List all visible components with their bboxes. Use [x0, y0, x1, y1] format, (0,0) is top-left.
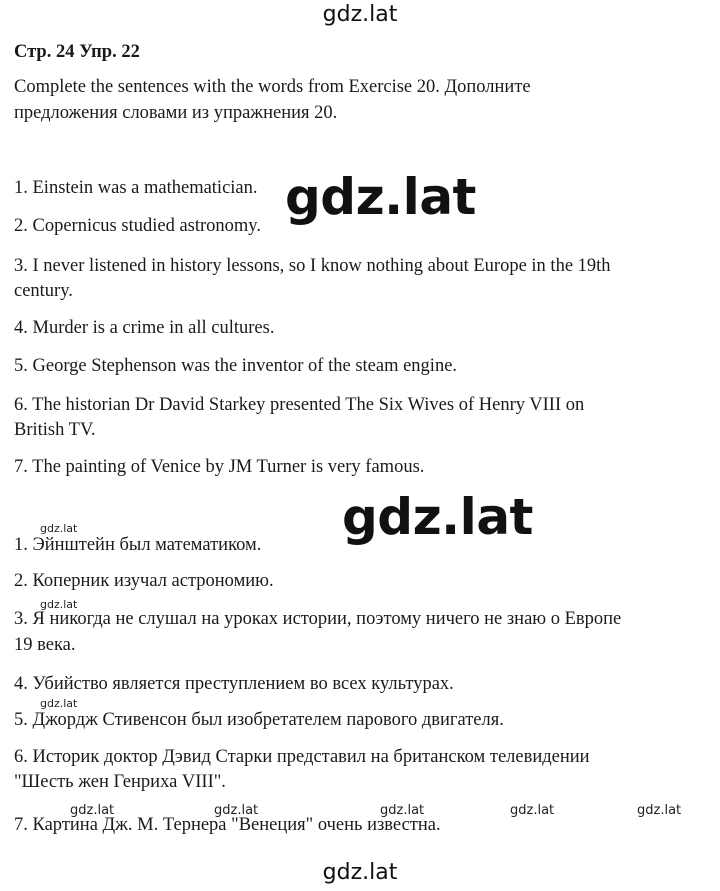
watermark-small: gdz.lat: [510, 803, 555, 818]
english-answer-6: 6. The historian Dr David Starkey presented The Six Wives of Henry VIII on: [14, 395, 585, 415]
english-answer-2: 2. Copernicus studied astronomy.: [14, 216, 261, 236]
russian-answer-3: 3. Я никогда не слушал на уроках истории, поэтому ничего не знаю о Европе: [14, 609, 622, 629]
watermark-bottom: gdz.lat: [322, 860, 398, 885]
russian-answer-7: 7. Картина Дж. М. Тернера "Венеция" очень известна.: [14, 815, 441, 835]
english-answer-3-cont: century.: [14, 281, 73, 301]
russian-answer-5: 5. Джордж Стивенсон был изобретателем парового двигателя.: [14, 710, 504, 730]
english-answer-7: 7. The painting of Venice by JM Turner is very famous.: [14, 457, 425, 477]
watermark-small: gdz.lat: [637, 803, 682, 818]
russian-answer-2: 2. Коперник изучал астрономию.: [14, 571, 274, 591]
watermark-large: gdz.lat: [285, 168, 476, 226]
watermark-small: gdz.lat: [380, 803, 425, 818]
watermark-large: gdz.lat: [342, 488, 533, 546]
english-answer-6-cont: British TV.: [14, 420, 96, 440]
instruction-line: предложения словами из упражнения 20.: [14, 103, 338, 123]
russian-answer-3-cont: 19 века.: [14, 635, 76, 655]
russian-answer-6: 6. Историк доктор Дэвид Старки представил на британском телевидении: [14, 747, 590, 767]
russian-answer-4: 4. Убийство является преступлением во всех культурах.: [14, 674, 454, 694]
watermark-small: gdz.lat: [70, 803, 115, 818]
watermark-small: gdz.lat: [214, 803, 259, 818]
page-heading: Стр. 24 Упр. 22: [14, 42, 140, 62]
watermark-tiny: gdz.lat: [40, 522, 78, 535]
watermark-tiny: gdz.lat: [40, 598, 78, 611]
russian-answer-6-cont: "Шесть жен Генриха VIII".: [14, 772, 226, 792]
watermark-tiny: gdz.lat: [40, 697, 78, 710]
english-answer-4: 4. Murder is a crime in all cultures.: [14, 318, 275, 338]
english-answer-5: 5. George Stephenson was the inventor of the steam engine.: [14, 356, 458, 376]
watermark-top: gdz.lat: [322, 2, 398, 27]
english-answer-3: 3. I never listened in history lessons, so I know nothing about Europe in the 19th: [14, 256, 611, 276]
instruction-line: Complete the sentences with the words from Exercise 20. Дополните: [14, 77, 531, 97]
russian-answer-1: 1. Эйнштейн был математиком.: [14, 535, 262, 555]
english-answer-1: 1. Einstein was a mathematician.: [14, 178, 258, 198]
